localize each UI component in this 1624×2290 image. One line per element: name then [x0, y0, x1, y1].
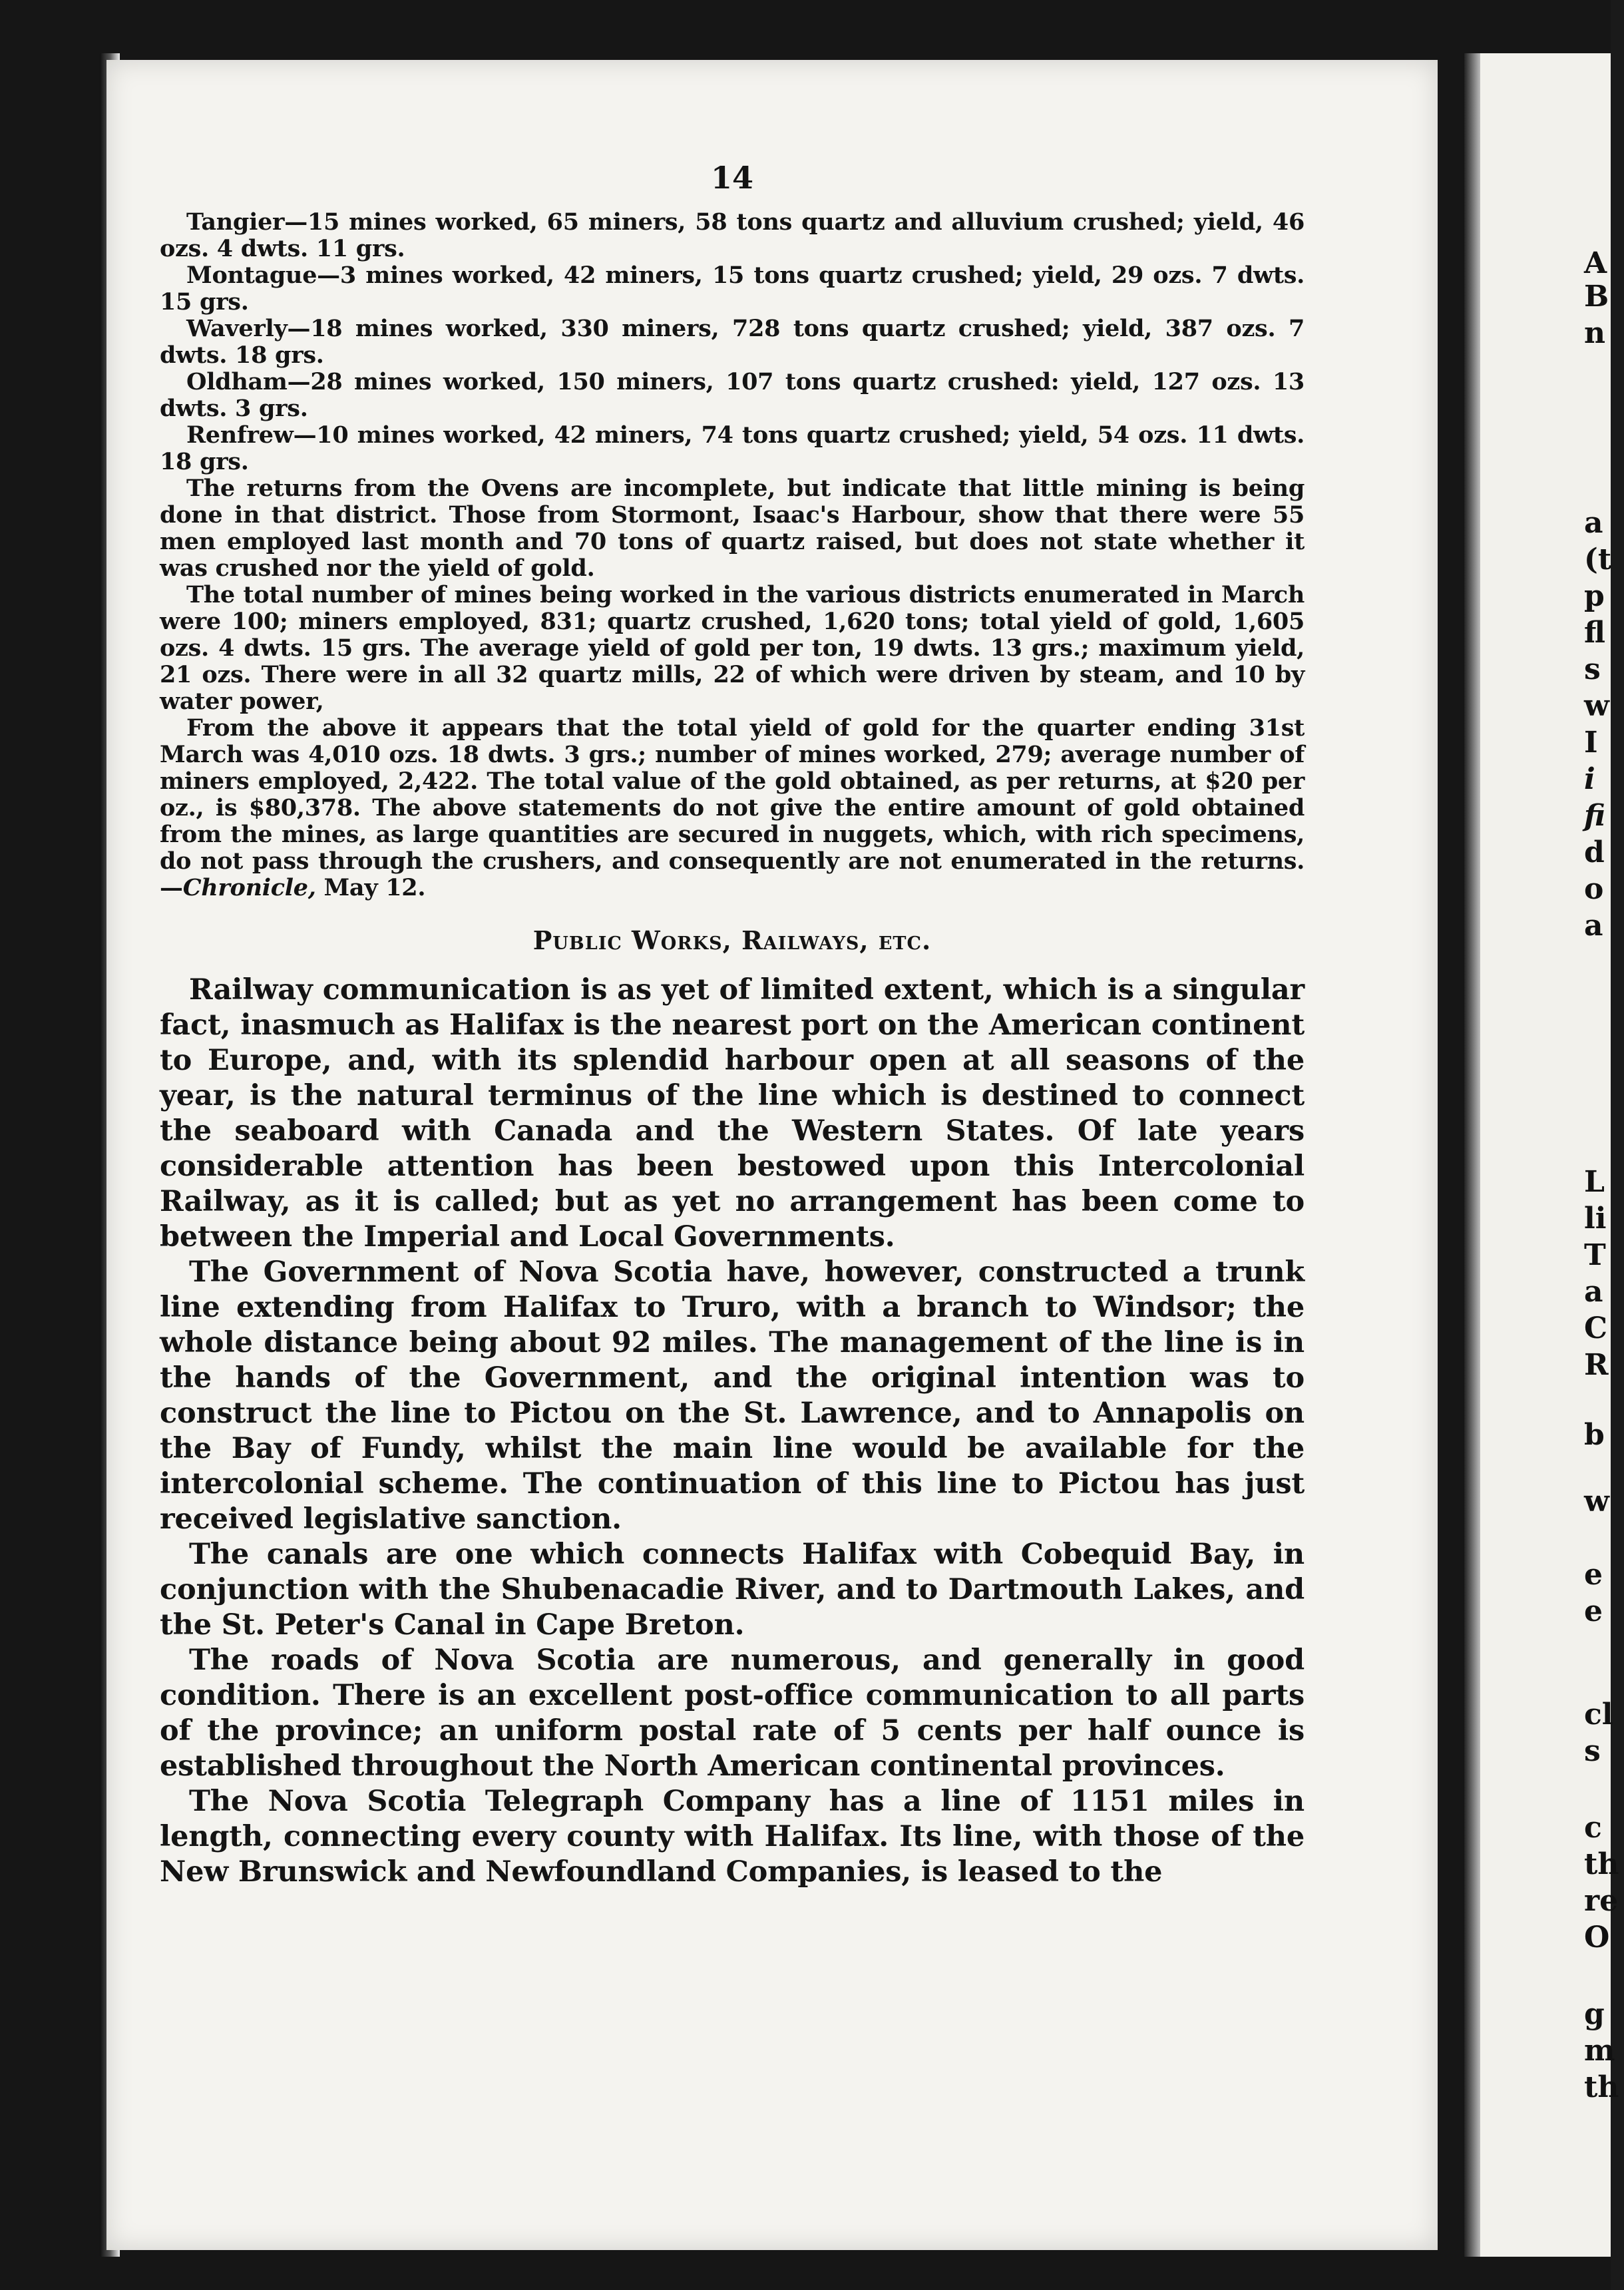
adjacent-page-fragment: g — [1584, 1997, 1605, 2031]
adjacent-page-fragment: a — [1584, 909, 1603, 943]
adjacent-page-fragment: m — [1584, 2034, 1615, 2068]
adjacent-page-fragment: w — [1584, 689, 1609, 723]
body-paragraph: Railway communication is as yet of limited extent, which is a singular fact, inasmuch as Halifax is the nearest port on the American continent to Europe, and, with its splendid harbour open at all seasons of the year, is the natural terminus of the line which is destined to connect the seaboard with Canada and the Western States. Of late years considerable attention has been bestowed upon this Intercolonial Railway, as it is called; but as yet no arrangement has been come to between the Imperial and Local Governments. — [160, 973, 1305, 1254]
adjacent-page-fragment: d — [1584, 835, 1605, 869]
adjacent-page-fragment: li — [1584, 1202, 1607, 1236]
adjacent-page-fragment: re — [1584, 1884, 1619, 1918]
returns-paragraph: The total number of mines being worked in the various districts enumerated in March were 100; miners employed, 831; quartz crushed, 1,620 tons; total yield of gold, 1,605 ozs. 4 dwts. 15 grs. The average yield of gold per ton, 19 dwts. 13 grs.; maximum yield, 21 ozs. There were in all 32 quartz mills, 22 of which were driven by steam, and 10 by water power, — [160, 581, 1305, 715]
summary-date: May 12. — [315, 874, 426, 901]
adjacent-page-gutter — [1464, 53, 1480, 2257]
returns-paragraph: Renfrew—10 mines worked, 42 miners, 74 tons quartz crushed; yield, 54 ozs. 11 dwts. 18 grs. — [160, 421, 1305, 475]
adjacent-page-edge — [1464, 53, 1619, 2257]
adjacent-page-fragment: fl — [1584, 616, 1605, 650]
adjacent-page-fragment: n — [1584, 316, 1605, 350]
adjacent-page-fragment: R — [1584, 1348, 1609, 1382]
adjacent-page-fragment: L — [1584, 1165, 1605, 1199]
adjacent-page-fragment: A — [1584, 246, 1607, 280]
adjacent-page-fragment: s — [1584, 1734, 1601, 1768]
adjacent-page-fragment: O — [1584, 1921, 1610, 1954]
adjacent-page-fragment: a — [1584, 1275, 1603, 1309]
page-content — [160, 160, 1305, 1890]
adjacent-page-fragment: i — [1584, 762, 1595, 796]
summary-source: Chronicle, — [182, 874, 316, 901]
mining-returns — [160, 209, 1305, 901]
body-paragraph: The Government of Nova Scotia have, however, constructed a trunk line extending from Halifax to Truro, with a branch to Windsor; the whole distance being about 92 miles. The management of the line is in the hands of the Government, and the original intention was to construct the line to Pictou on the St. Lawrence, and to Annapolis on the Bay of Fundy, whilst the main line would be available for the intercolonial scheme. The continuation of this line to Pictou has just received legislative sanction. — [160, 1256, 1305, 1536]
adjacent-page-fragment: cl — [1584, 1698, 1613, 1731]
adjacent-page-fragment: C — [1584, 1311, 1608, 1345]
summary-paragraph — [160, 715, 1305, 901]
adjacent-page-fragment: I — [1584, 726, 1598, 760]
adjacent-page-fragment: s — [1584, 652, 1601, 686]
returns-paragraph: Montague—3 mines worked, 42 miners, 15 tons quartz crushed; yield, 29 ozs. 7 dwts. 15 grs. — [160, 262, 1305, 316]
adjacent-page-fragment: b — [1584, 1418, 1605, 1452]
adjacent-page-fragment: th — [1584, 1847, 1619, 1881]
body-paragraph: The roads of Nova Scotia are numerous, and generally in good condition. There is an excellent post-office communication to all parts of the province; an uniform postal rate of 5 cents per half ounce is established throughout the North American continental provinces. — [160, 1644, 1305, 1783]
adjacent-page-fragment: e — [1584, 1594, 1603, 1628]
adjacent-page-fragment: p — [1584, 579, 1605, 613]
adjacent-page-fragment: e — [1584, 1558, 1603, 1592]
body-paragraph: The canals are one which connects Halifax with Cobequid Bay, in conjunction with the Shubenacadie River, and to Dartmouth Lakes, and the St. Peter's Canal in Cape Breton. — [160, 1538, 1305, 1642]
adjacent-page-fragment: o — [1584, 872, 1604, 906]
page-number: 14 — [710, 160, 753, 196]
adjacent-page-fragment: w — [1584, 1485, 1609, 1518]
public-works-section — [160, 973, 1305, 1890]
summary-text: From the above it appears that the total yield of gold for the quarter ending 31st March was 4,010 ozs. 18 dwts. 3 grs.; number of mines worked, 279; average number of miners employed, 2,422. The total value of the gold obtained, as per returns, at $20 per oz., is $80,378. The above statements do not give the entire amount of gold obtained from the mines, as large quantities are secured in nuggets, which, with rich specimens, do not pass through the crushers, and consequently are not enumerated in the returns.— — [160, 714, 1305, 901]
adjacent-page-fragment: B — [1584, 280, 1609, 314]
section-heading: Public Works, Railways, etc. — [532, 925, 932, 955]
returns-paragraph: The returns from the Ovens are incomplete, but indicate that little mining is being done in that district. Those from Stormont, Isaac's Harbour, show that there were 55 men employed last month and 70 tons of quartz raised, but does not state whether it was crushed nor the yield of gold. — [160, 475, 1305, 582]
adjacent-page-fragment: fi — [1584, 799, 1605, 833]
returns-paragraph: Waverly—18 mines worked, 330 miners, 728 tons quartz crushed; yield, 387 ozs. 7 dwts. 18 grs. — [160, 315, 1305, 369]
adjacent-page-fragment: th — [1584, 2070, 1619, 2104]
returns-paragraph: Tangier—15 mines worked, 65 miners, 58 tons quartz and alluvium crushed; yield, 46 ozs. 4 dwts. 11 grs. — [160, 208, 1305, 262]
adjacent-page-fragment: a — [1584, 506, 1603, 540]
adjacent-page-fragment: c — [1584, 1811, 1602, 1845]
adjacent-page-fragment: (t — [1584, 543, 1612, 576]
body-paragraph: The Nova Scotia Telegraph Company has a line of 1151 miles in length, connecting every county with Halifax. Its line, with those of the New Brunswick and Newfoundland Companies, is leased to the — [160, 1785, 1305, 1889]
adjacent-page-fragment: T — [1584, 1238, 1606, 1272]
returns-paragraph: Oldham—28 mines worked, 150 miners, 107 tons quartz crushed: yield, 127 ozs. 13 dwts. 3 grs. — [160, 368, 1305, 422]
